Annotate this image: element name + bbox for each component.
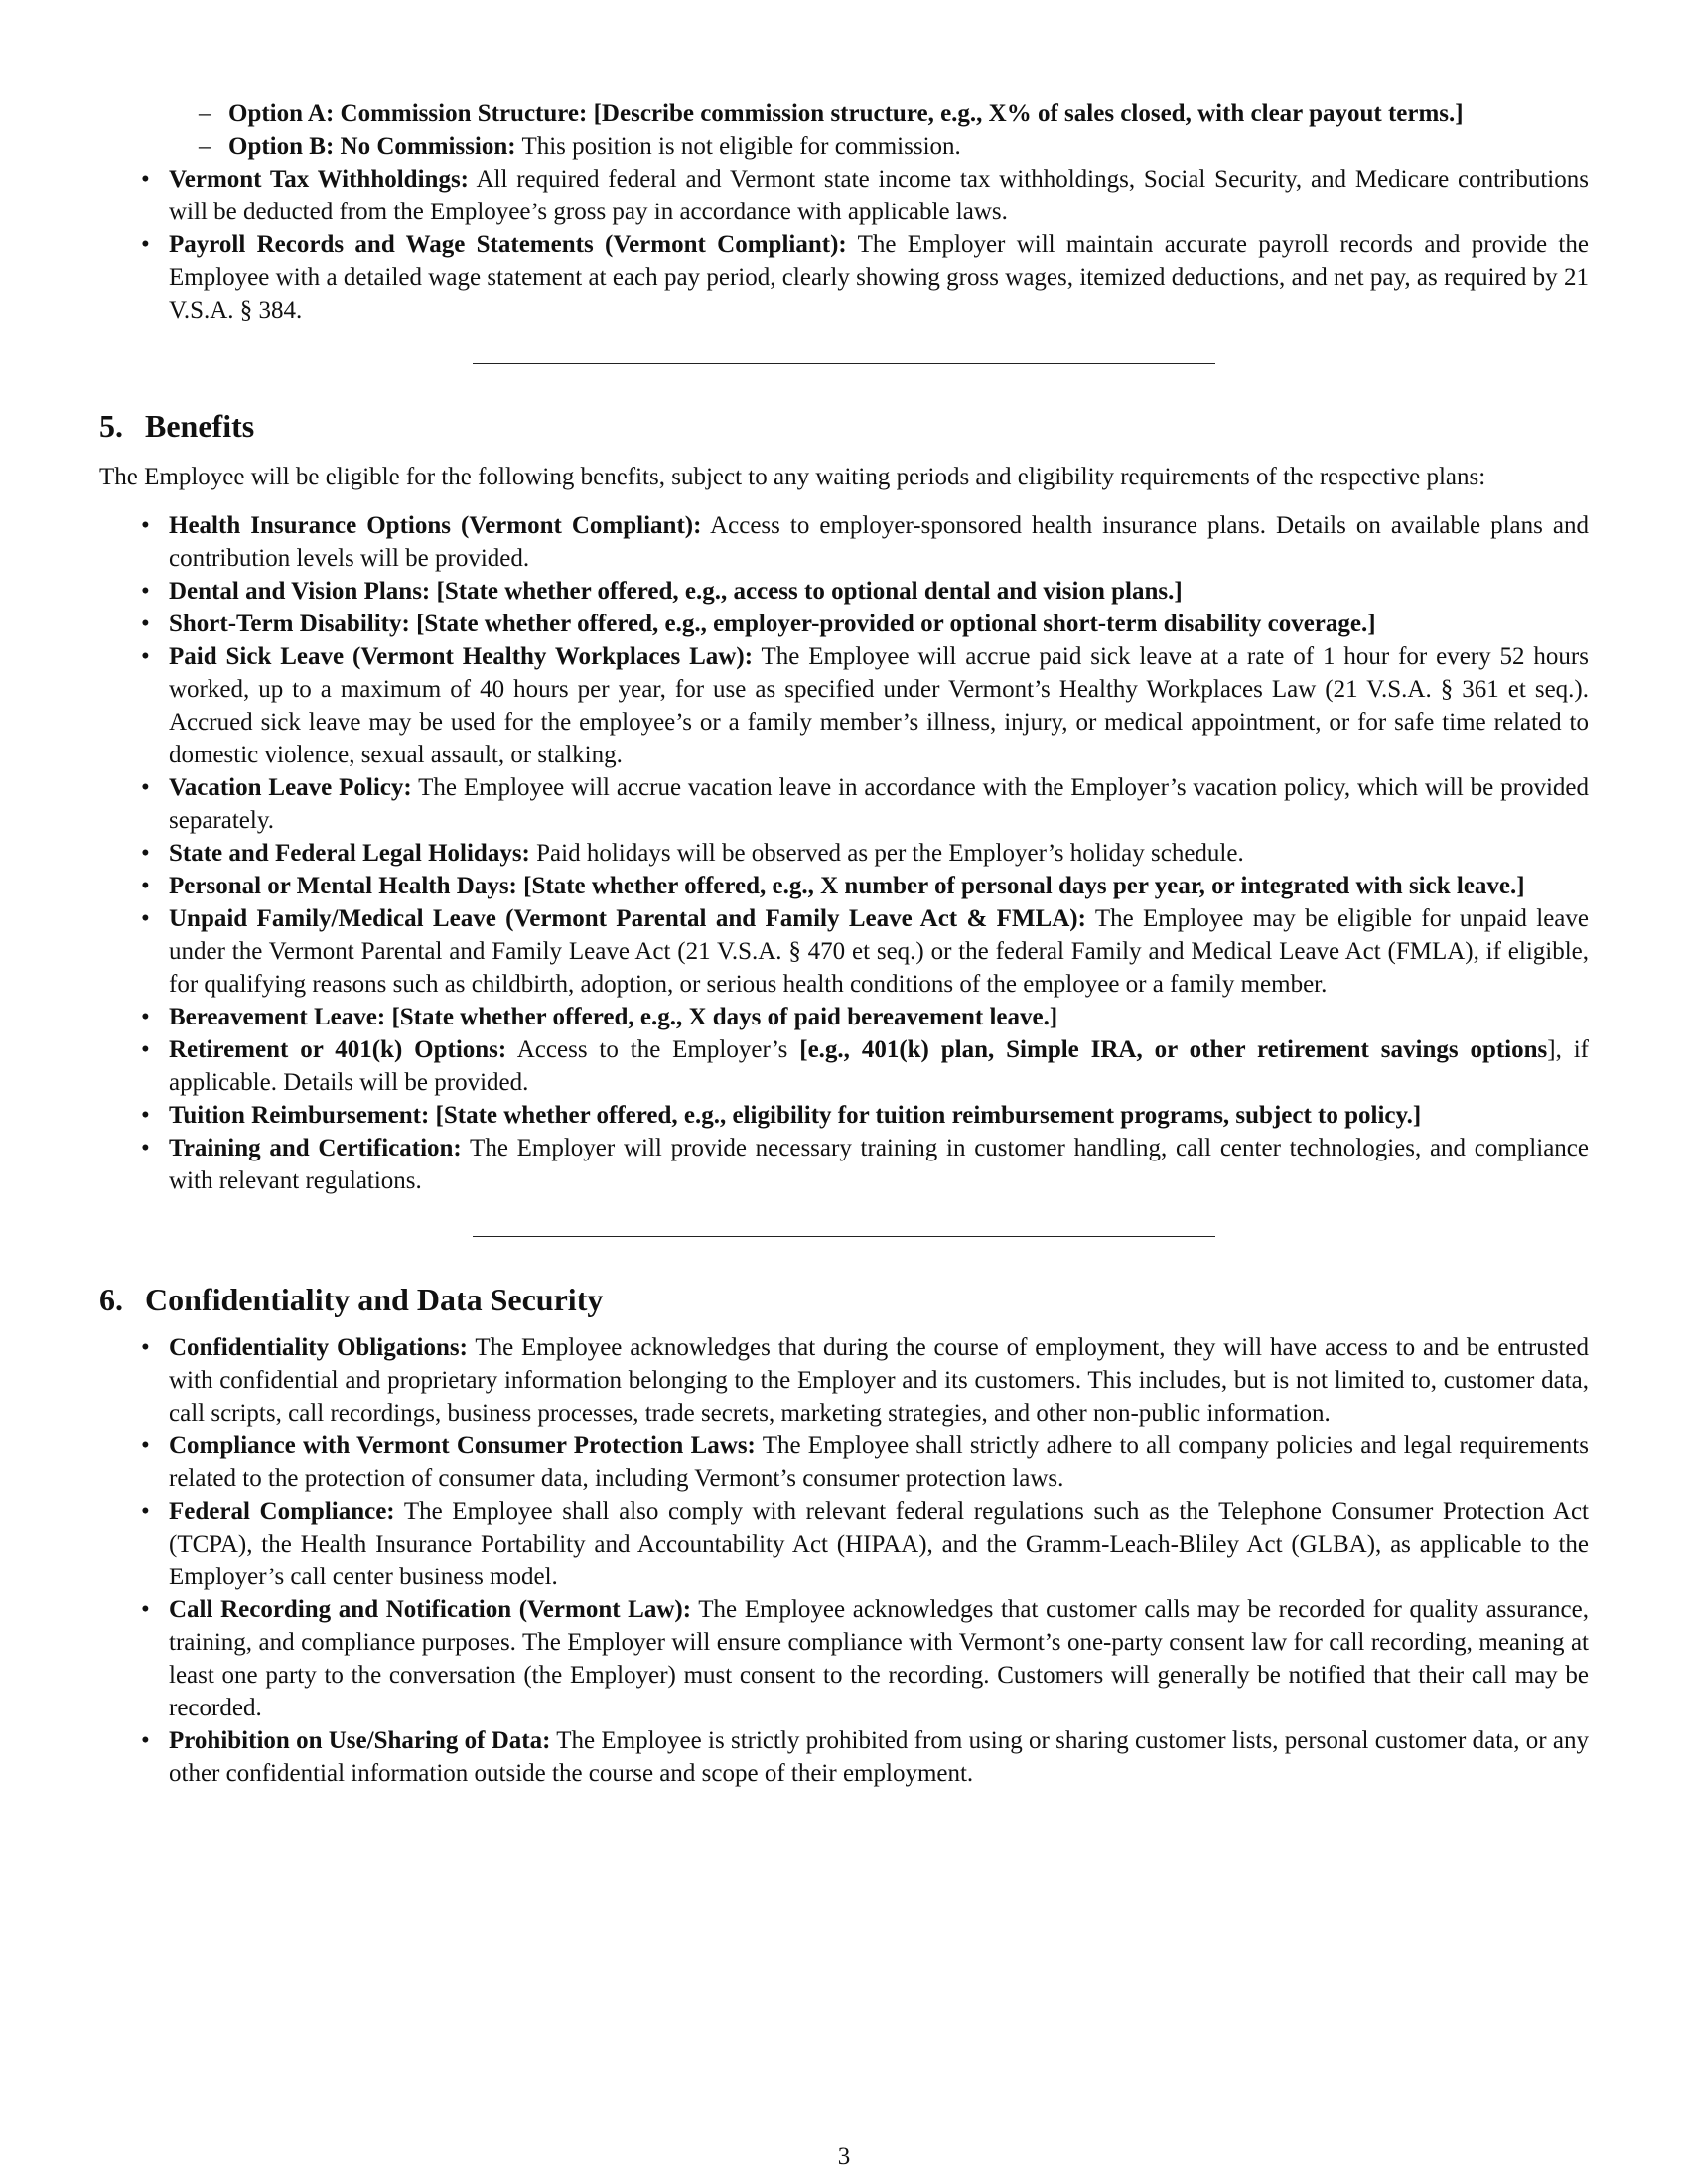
- section-divider: [473, 363, 1215, 364]
- list-item: • Vermont Tax Withholdings: All required federal and Vermont state income tax withholdings, Social Security, and Medicare contributions will be deducted from the Employee’s gross pay in accordance with applicable laws.: [99, 163, 1589, 228]
- list-item: • Bereavement Leave: [State whether offered, e.g., X days of paid bereavement leave.]: [99, 1001, 1589, 1033]
- list-item: • Paid Sick Leave (Vermont Healthy Workplaces Law): The Employee will accrue paid sick leave at a rate of 1 hour for every 52 hours worked, up to a maximum of 40 hours per year, for use as specified under Vermont’s Healthy Workplaces Law (21 V.S.A. § 361 et seq.). Accrued sick leave may be used for the employee’s or a family member’s illness, injury, or medical appointment, or for safe time related to domestic violence, sexual assault, or stalking.: [99, 640, 1589, 771]
- list-item: • Training and Certification: The Employer will provide necessary training in customer handling, call center technologies, and compliance with relevant regulations.: [99, 1132, 1589, 1197]
- section-divider: [473, 1236, 1215, 1237]
- list-item: • Call Recording and Notification (Vermont Law): The Employee acknowledges that customer calls may be recorded for quality assurance, training, and compliance purposes. The Employer will ensure compliance with Vermont’s one-party consent law for call recording, meaning at least one party to the conversation (the Employer) must consent to the recording. Customers will generally be notified that their call may be recorded.: [99, 1593, 1589, 1724]
- list-item: • Compliance with Vermont Consumer Protection Laws: The Employee shall strictly adhere to all company policies and legal requirements related to the protection of consumer data, including Vermont’s consumer protection laws.: [99, 1430, 1589, 1495]
- list-item: • Unpaid Family/Medical Leave (Vermont Parental and Family Leave Act & FMLA): The Employee may be eligible for unpaid leave under the Vermont Parental and Family Leave Act (21 V.S.A. § 470 et seq.) or the federal Family and Medical Leave Act (FMLA), if eligible, for qualifying reasons such as childbirth, adoption, or serious health conditions of the employee or a family member.: [99, 902, 1589, 1001]
- commission-options-list: [99, 97, 1589, 163]
- list-item: • Payroll Records and Wage Statements (Vermont Compliant): The Employer will maintain accurate payroll records and provide the Employee with a detailed wage statement at each pay period, clearly showing gross wages, itemized deductions, and net pay, as required by 21 V.S.A. § 384.: [99, 228, 1589, 327]
- list-item: – Option A: Commission Structure: [Describe commission structure, e.g., X% of sales closed, with clear payout terms.]: [99, 97, 1589, 130]
- list-item: – Option B: No Commission: This position is not eligible for commission.: [99, 130, 1589, 163]
- page-number: 3: [837, 2143, 851, 2170]
- list-item: • Tuition Reimbursement: [State whether offered, e.g., eligibility for tuition reimbursement programs, subject to policy.]: [99, 1099, 1589, 1132]
- list-item: • Federal Compliance: The Employee shall also comply with relevant federal regulations such as the Telephone Consumer Protection Act (TCPA), the Health Insurance Portability and Accountability Act (HIPAA), and the Gramm-Leach-Bliley Act (GLBA), as applicable to the Employer’s call center business model.: [99, 1495, 1589, 1593]
- benefits-intro: The Employee will be eligible for the following benefits, subject to any waiting periods and eligibility requirements of the respective plans:: [99, 464, 1486, 490]
- list-item: • Retirement or 401(k) Options: Access to the Employer’s [e.g., 401(k) plan, Simple IRA, or other retirement savings options], if applicable. Details will be provided.: [99, 1033, 1589, 1099]
- list-item: • Dental and Vision Plans: [State whether offered, e.g., access to optional dental and vision plans.]: [99, 575, 1589, 608]
- page-content: [99, 97, 1589, 1790]
- section-heading-benefits: 5. Benefits: [99, 408, 255, 444]
- compensation-list: [99, 163, 1589, 327]
- list-item: • State and Federal Legal Holidays: Paid holidays will be observed as per the Employer’s holiday schedule.: [99, 837, 1589, 870]
- list-item: • Prohibition on Use/Sharing of Data: The Employee is strictly prohibited from using or sharing customer lists, personal customer data, or any other confidential information outside the course and scope of their employment.: [99, 1724, 1589, 1790]
- section-heading-confidentiality: 6. Confidentiality and Data Security: [99, 1282, 604, 1317]
- confidentiality-list: [99, 1331, 1589, 1790]
- benefits-list: [99, 509, 1589, 1197]
- list-item: • Vacation Leave Policy: The Employee will accrue vacation leave in accordance with the Employer’s vacation policy, which will be provided separately.: [99, 771, 1589, 837]
- list-item: • Health Insurance Options (Vermont Compliant): Access to employer-sponsored health insurance plans. Details on available plans and contribution levels will be provided.: [99, 509, 1589, 575]
- list-item: • Confidentiality Obligations: The Employee acknowledges that during the course of employment, they will have access to and be entrusted with confidential and proprietary information belonging to the Employer and its customers. This includes, but is not limited to, customer data, call scripts, call recordings, business processes, trade secrets, marketing strategies, and other non-public information.: [99, 1331, 1589, 1430]
- list-item: • Short-Term Disability: [State whether offered, e.g., employer-provided or optional short-term disability coverage.]: [99, 608, 1589, 640]
- list-item: • Personal or Mental Health Days: [State whether offered, e.g., X number of personal days per year, or integrated with sick leave.]: [99, 870, 1589, 902]
